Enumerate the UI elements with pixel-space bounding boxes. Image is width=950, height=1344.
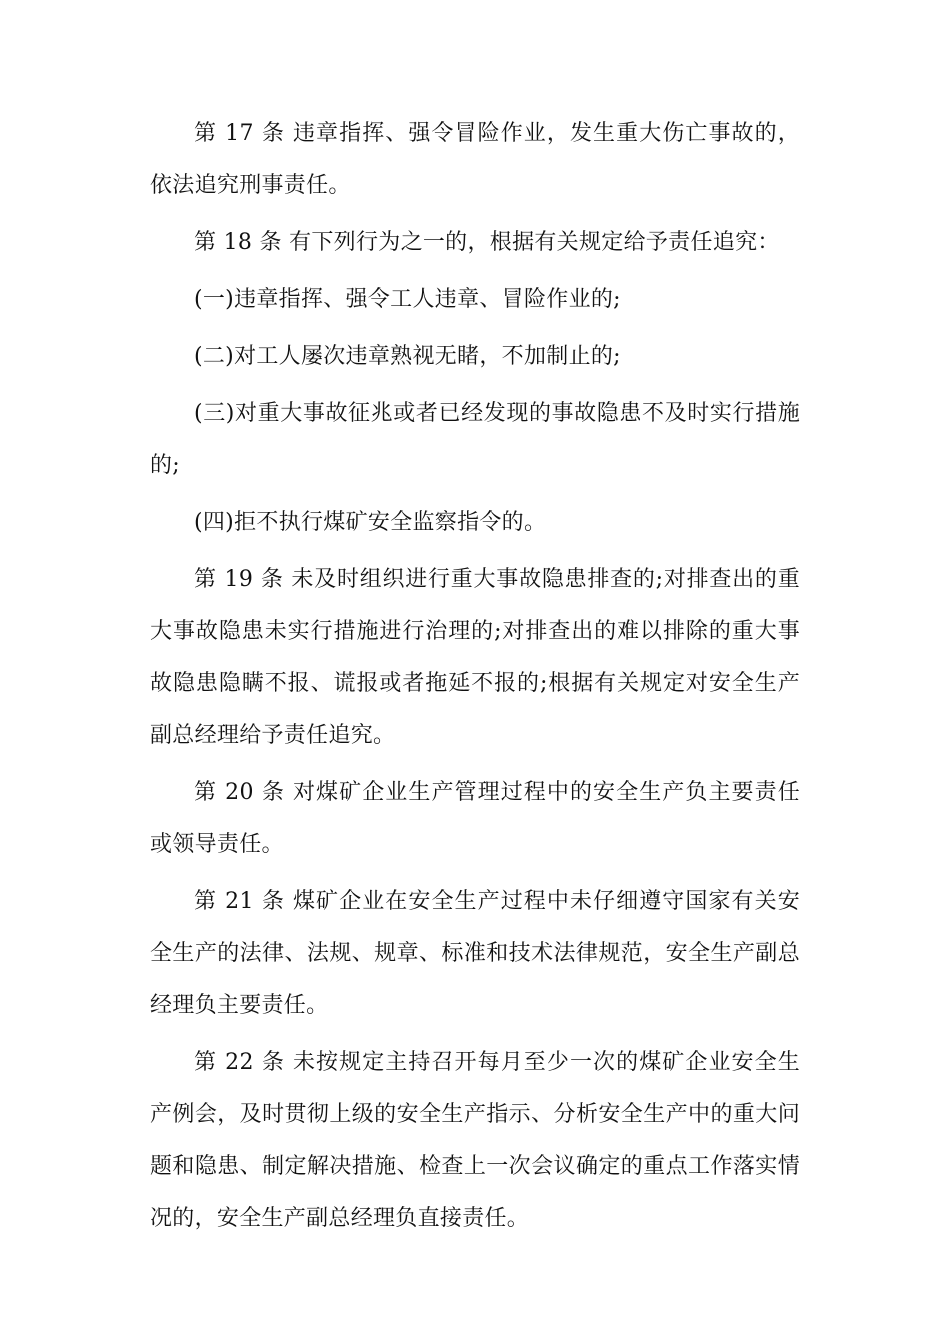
article-18-paragraph: 第 18 条 有下列行为之一的，根据有关规定给予责任追究： [194, 230, 780, 255]
article-19-paragraph: 第 19 条 未及时组织进行重大事故隐患排查的;对排查出的重大事故隐患未实行措施进行治理的;对排查出的难以排除的重大事故隐患隐瞒不报、谎报或者拖延不报的;根据有关规定对安全生产副总经理给予责任追究。 [150, 567, 800, 748]
article-17-paragraph: 第 17 条 违章指挥、强令冒险作业，发生重大伤亡事故的，依法追究刑事责任。 [150, 121, 800, 198]
article-18-item-2: (二)对工人屡次违章熟视无睹，不加制止的; [194, 344, 621, 369]
article-18-item-1: (一)违章指挥、强令工人违章、冒险作业的; [194, 287, 621, 312]
article-18-item-4: (四)拒不执行煤矿安全监察指令的。 [194, 510, 547, 535]
article-18-item-3: (三)对重大事故征兆或者已经发现的事故隐患不及时实行措施的; [150, 401, 800, 478]
article-22-paragraph: 第 22 条 未按规定主持召开每月至少一次的煤矿企业安全生产例会，及时贯彻上级的安全生产指示、分析安全生产中的重大问题和隐患、制定解决措施、检查上一次会议确定的重点工作落实情况的，安全生产副总经理负直接责任。 [150, 1050, 800, 1231]
article-21-paragraph: 第 21 条 煤矿企业在安全生产过程中未仔细遵守国家有关安全生产的法律、法规、规章、标准和技术法律规范，安全生产副总经理负主要责任。 [150, 889, 800, 1018]
article-20-paragraph: 第 20 条 对煤矿企业生产管理过程中的安全生产负主要责任或领导责任。 [150, 780, 800, 857]
